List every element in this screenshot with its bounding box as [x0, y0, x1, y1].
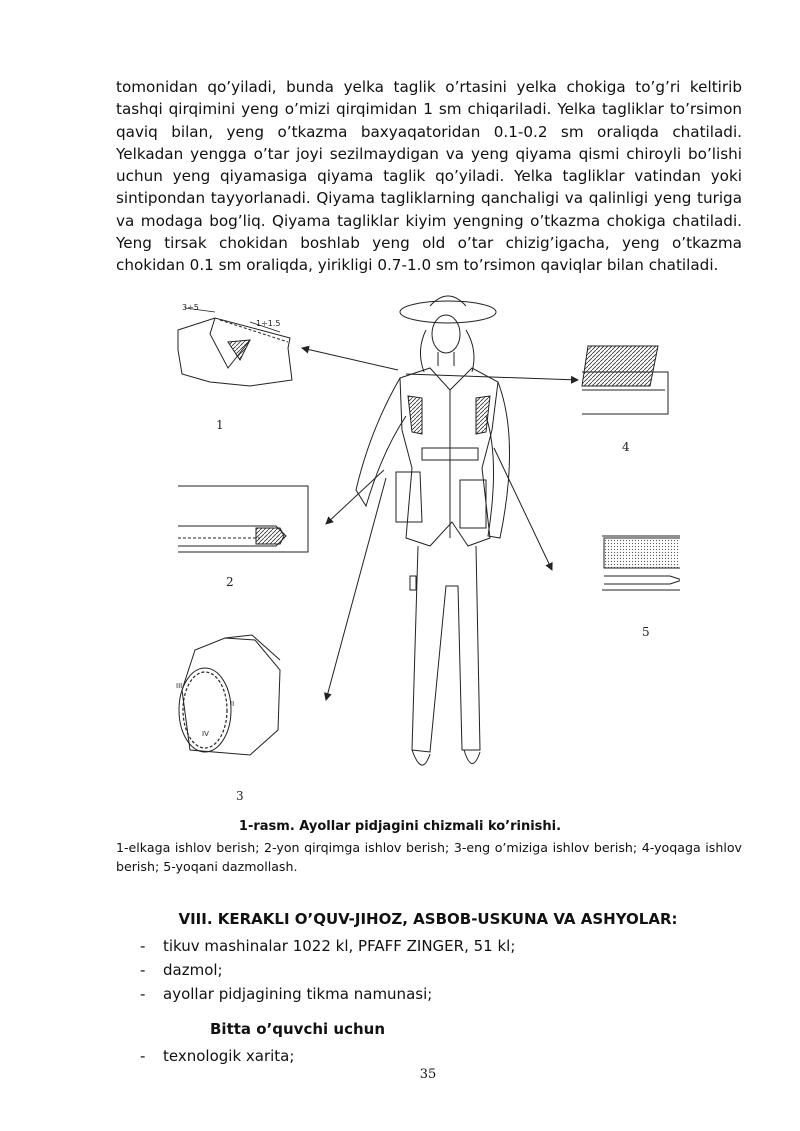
figure-label-4: 4 [622, 440, 630, 454]
detail-4-collar-drawing [582, 346, 668, 414]
figure-label-5: 5 [642, 625, 650, 639]
svg-text:II: II [230, 700, 235, 708]
sub-heading: Bitta o’quvchi uchun [210, 1020, 385, 1038]
figure-label-1: 1 [216, 418, 224, 432]
list-item [140, 958, 515, 982]
list-item-text: ayollar pidjagining tikma namunasi; [163, 985, 433, 1003]
page-number: 35 [419, 1067, 437, 1082]
list-item-text: tikuv mashinalar 1022 kl, PFAFF ZINGER, 51 kl; [163, 937, 516, 955]
figure-caption-body: 1-elkaga ishlov berish; 2-yon qirqimga ishlov berish; 3-eng o’miziga ishlov berish; 4-yoqaga ishlov berish; 5-yoqani dazmollash. [116, 840, 742, 874]
bullet-dash: - [140, 1047, 146, 1065]
figure-label-3: 3 [236, 789, 244, 803]
technical-illustration [160, 290, 680, 810]
bullet-dash: - [140, 985, 146, 1003]
bullet-dash: - [140, 961, 146, 979]
detail-2-side-seam-drawing [178, 486, 308, 552]
section-heading: VIII. KERAKLI O’QUV-JIHOZ, ASBOB-USKUNA VA ASHYOLAR: [178, 910, 678, 928]
equipment-list [140, 934, 515, 1006]
svg-text:3÷5: 3÷5 [182, 303, 199, 312]
body-paragraph: tomonidan qo’yiladi, bunda yelka taglik o’rtasini yelka chokiga to’g’ri keltirib tashqi qirqimini yeng o’mizi qirqimidan 1 sm chiqariladi. Yelka tagliklar to’rsimon qaviq bilan, yeng o’tkazma baxyaqatoridan 0.1-0.2 sm oraliqda chatiladi. Yelkadan yengga o’tar joyi sezilmaydigan va yeng qiyama qismi chiroyli bo’lishi uchun yeng qiyamasiga qiyama taglik qo’yiladi. Yelka tagliklar vatindan yoki sintipondan tayyorlanadi. Qiyama tagliklarning qanchaligi va qalinligi yeng turiga va modaga bog’liq. Qiyama tagliklar kiyim yengning o’tkazma chokiga chatiladi. Yeng tirsak chokidan boshlab yeng old o’tar chizig’igacha, yeng o’tkazma chokidan 0.1 sm oraliqda, yirikligi 0.7-1.0 sm to’rsimon qaviqlar bilan chatiladi. [116, 78, 742, 275]
svg-text:III: III [176, 682, 183, 690]
list-item-text: texnologik xarita; [163, 1047, 295, 1065]
list-item [140, 1044, 294, 1068]
bullet-dash: - [140, 937, 146, 955]
figure-caption-title: 1-rasm. Ayollar pidjagini chizmali ko’rinishi. [238, 819, 562, 834]
detail-1-shoulder-drawing [178, 303, 292, 386]
list-item-text: dazmol; [163, 961, 223, 979]
detail-3-armhole-drawing [176, 635, 280, 755]
detail-5-collar-pressing-drawing [602, 536, 680, 590]
list-item [140, 982, 515, 1006]
svg-text:IV: IV [202, 730, 209, 738]
woman-figure-drawing [356, 296, 510, 765]
svg-text:1÷1.5: 1÷1.5 [256, 319, 281, 328]
student-list [140, 1044, 294, 1068]
figure-label-2: 2 [226, 575, 234, 589]
list-item [140, 934, 515, 958]
